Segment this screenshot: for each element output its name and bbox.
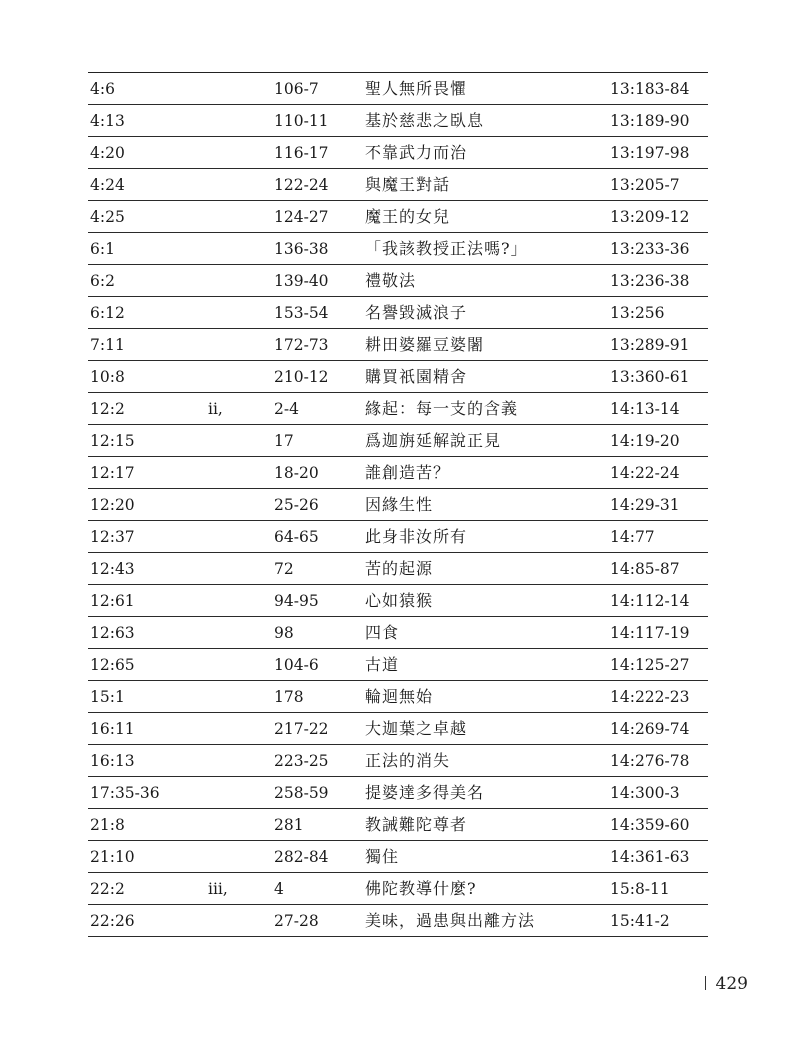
table-row [88, 105, 708, 137]
pages-cell: 124-27 [274, 208, 329, 226]
title-cell: 魔王的女兒 [365, 207, 451, 226]
title-cell: 誰創造苦？ [365, 463, 451, 482]
citation-cell: 14:22-24 [610, 464, 680, 482]
table-row [88, 617, 708, 649]
pages-cell: 104-6 [274, 656, 319, 674]
pages-cell: 282-84 [274, 848, 329, 866]
sutta-ref-cell: 21:10 [90, 848, 135, 866]
volume-cell: ii, [208, 400, 223, 418]
table-row [88, 521, 708, 553]
title-cell: 不靠武力而治 [365, 143, 468, 162]
citation-cell: 14:300-3 [610, 784, 680, 802]
pages-cell: 72 [274, 560, 294, 578]
citation-cell: 14:222-23 [610, 688, 690, 706]
pages-cell: 258-59 [274, 784, 329, 802]
table-row [88, 73, 708, 105]
table-body [88, 73, 708, 937]
table-row [88, 873, 708, 905]
table-row [88, 457, 708, 489]
pages-cell: 106-7 [274, 80, 319, 98]
title-cell: 緣起：每一支的含義 [365, 399, 519, 418]
pages-cell: 94-95 [274, 592, 319, 610]
citation-cell: 14:269-74 [610, 720, 690, 738]
citation-cell: 13:209-12 [610, 208, 690, 226]
title-cell: 聖人無所畏懼 [365, 79, 468, 98]
sutta-ref-cell: 12:61 [90, 592, 135, 610]
citation-cell: 13:183-84 [610, 80, 690, 98]
citation-cell: 14:125-27 [610, 656, 690, 674]
table-row [88, 137, 708, 169]
sutta-ref-cell: 16:13 [90, 752, 135, 770]
pages-cell: 27-28 [274, 912, 319, 930]
citation-cell: 13:236-38 [610, 272, 690, 290]
title-cell: 四食 [365, 623, 400, 642]
sutta-ref-cell: 4:24 [90, 176, 125, 194]
pages-cell: 210-12 [274, 368, 329, 386]
pages-cell: 122-24 [274, 176, 329, 194]
table-row [88, 233, 708, 265]
table-row [88, 169, 708, 201]
sutta-ref-cell: 4:6 [90, 80, 115, 98]
title-cell: 苦的起源 [365, 559, 434, 578]
pages-cell: 17 [274, 432, 294, 450]
title-cell: 爲迦旃延解說正見 [365, 431, 502, 450]
sutta-ref-cell: 6:2 [90, 272, 115, 290]
pages-cell: 136-38 [274, 240, 329, 258]
pages-cell: 4 [274, 880, 284, 898]
citation-cell: 15:41-2 [610, 912, 670, 930]
sutta-ref-cell: 6:12 [90, 304, 125, 322]
title-cell: 耕田婆羅豆婆闍 [365, 335, 485, 354]
pages-cell: 223-25 [274, 752, 329, 770]
table-row [88, 649, 708, 681]
citation-cell: 13:360-61 [610, 368, 690, 386]
sutta-ref-cell: 10:8 [90, 368, 125, 386]
sutta-ref-cell: 12:20 [90, 496, 135, 514]
pages-cell: 116-17 [274, 144, 329, 162]
citation-cell: 13:205-7 [610, 176, 680, 194]
table-row [88, 297, 708, 329]
table-row [88, 553, 708, 585]
table-row [88, 393, 708, 425]
title-cell: 「我該教授正法嗎?」 [365, 239, 528, 258]
sutta-ref-cell: 15:1 [90, 688, 125, 706]
citation-cell: 14:19-20 [610, 432, 680, 450]
citation-cell: 15:8-11 [610, 880, 670, 898]
pages-cell: 178 [274, 688, 304, 706]
table-row [88, 713, 708, 745]
page-number-text: 429 [715, 974, 748, 994]
title-cell: 古道 [365, 655, 400, 674]
citation-cell: 14:117-19 [610, 624, 690, 642]
pages-cell: 98 [274, 624, 294, 642]
citation-cell: 14:77 [610, 528, 655, 546]
sutta-ref-cell: 6:1 [90, 240, 115, 258]
pages-cell: 153-54 [274, 304, 329, 322]
title-cell: 教誡難陀尊者 [365, 815, 468, 834]
citation-cell: 13:289-91 [610, 336, 690, 354]
title-cell: 購買祇園精舍 [365, 367, 468, 386]
sutta-ref-cell: 12:63 [90, 624, 135, 642]
citation-cell: 14:13-14 [610, 400, 680, 418]
sutta-ref-cell: 12:2 [90, 400, 125, 418]
title-cell: 獨住 [365, 847, 400, 866]
concordance-table [88, 72, 708, 937]
sutta-ref-cell: 16:11 [90, 720, 135, 738]
title-cell: 佛陀教導什麼? [365, 879, 477, 898]
title-cell: 基於慈悲之臥息 [365, 111, 485, 130]
sutta-ref-cell: 22:2 [90, 880, 125, 898]
title-cell: 禮敬法 [365, 271, 417, 290]
table-row [88, 809, 708, 841]
pages-cell: 139-40 [274, 272, 329, 290]
sutta-ref-cell: 12:37 [90, 528, 135, 546]
title-cell: 因緣生性 [365, 495, 434, 514]
title-cell: 正法的消失 [365, 751, 451, 770]
table-row [88, 201, 708, 233]
citation-cell: 13:233-36 [610, 240, 690, 258]
title-cell: 名譽毀滅浪子 [365, 303, 468, 322]
sutta-ref-cell: 17:35-36 [90, 784, 160, 802]
sutta-ref-cell: 4:13 [90, 112, 125, 130]
citation-cell: 14:276-78 [610, 752, 690, 770]
sutta-ref-cell: 12:65 [90, 656, 135, 674]
sutta-ref-cell: 12:43 [90, 560, 135, 578]
pages-cell: 110-11 [274, 112, 329, 130]
sutta-ref-cell: 21:8 [90, 816, 125, 834]
table-row [88, 745, 708, 777]
sutta-ref-cell: 12:17 [90, 464, 135, 482]
pages-cell: 281 [274, 816, 304, 834]
citation-cell: 13:197-98 [610, 144, 690, 162]
sutta-ref-cell: 12:15 [90, 432, 135, 450]
citation-cell: 13:256 [610, 304, 665, 322]
sutta-ref-cell: 22:26 [90, 912, 135, 930]
volume-cell: iii, [208, 880, 228, 898]
pages-cell: 172-73 [274, 336, 329, 354]
pages-cell: 18-20 [274, 464, 319, 482]
table-row [88, 841, 708, 873]
sutta-ref-cell: 7:11 [90, 336, 125, 354]
table-row [88, 329, 708, 361]
sutta-ref-cell: 4:25 [90, 208, 125, 226]
page-number-divider [705, 976, 706, 990]
title-cell: 輪迴無始 [365, 687, 434, 706]
table-row [88, 777, 708, 809]
table-row [88, 489, 708, 521]
citation-cell: 14:29-31 [610, 496, 680, 514]
pages-cell: 217-22 [274, 720, 329, 738]
citation-cell: 14:112-14 [610, 592, 690, 610]
title-cell: 大迦葉之卓越 [365, 719, 468, 738]
table-row [88, 585, 708, 617]
title-cell: 美味，過患與出離方法 [365, 911, 536, 930]
pages-cell: 25-26 [274, 496, 319, 514]
citation-cell: 14:85-87 [610, 560, 680, 578]
table-row [88, 425, 708, 457]
table-row [88, 681, 708, 713]
citation-cell: 14:359-60 [610, 816, 690, 834]
title-cell: 此身非汝所有 [365, 527, 468, 546]
page-number [705, 974, 748, 994]
table-row [88, 265, 708, 297]
title-cell: 提婆達多得美名 [365, 783, 485, 802]
pages-cell: 2-4 [274, 400, 299, 418]
table-row [88, 905, 708, 937]
citation-cell: 13:189-90 [610, 112, 690, 130]
sutta-ref-cell: 4:20 [90, 144, 125, 162]
table-row [88, 361, 708, 393]
pages-cell: 64-65 [274, 528, 319, 546]
title-cell: 心如猿猴 [365, 591, 434, 610]
citation-cell: 14:361-63 [610, 848, 690, 866]
title-cell: 與魔王對話 [365, 175, 451, 194]
